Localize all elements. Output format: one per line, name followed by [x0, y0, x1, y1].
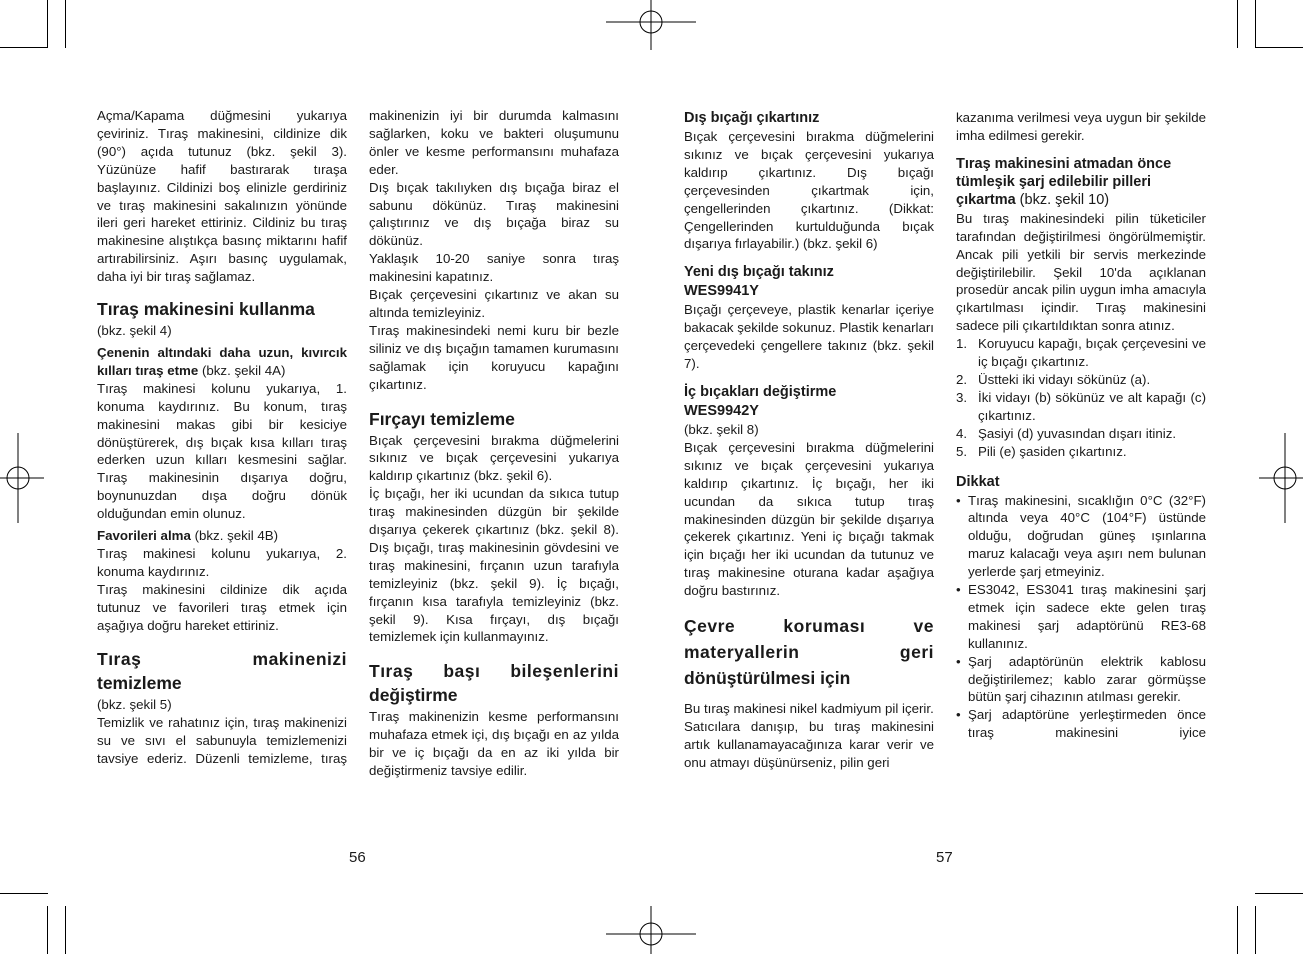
step-number: 4.	[956, 425, 968, 441]
heading-cevre-line1: Çevre koruması ve	[684, 616, 934, 637]
page56-column1	[97, 107, 347, 768]
bullet-text: Tıraş makinesini, sıcaklığın 0°C (32°F) altında veya 40°C (104°F) üstünde olduğu, doğrudan güneş ışınlarına maruz kalacağı veya aşırı nem bulunan yerlerde şarj etmeyiniz.	[968, 492, 1206, 580]
heading-temizleme-line1: Tıraş makinenizi	[97, 649, 347, 670]
cevre-text-2: Satıcılara danışıp, bu tıraş makinesini artık kullanamayacağınıza karar verir ve onu atmayı düşünürseniz, pilin geri	[684, 718, 934, 770]
dis-bicak-text: Bıçak çerçevesini bırakma düğmelerini sıkınız ve bıçak çerçevesini yukarıya kaldırıp çıkartınız. Dış bıçağı çerçevesinden çıkartmak için, çengellerinden çıkartınız. (Dikkat: Çengellerinden kurtulduğunda bıçak dışarıya fırlayabilir.) (bkz. şekil 6)	[684, 129, 934, 252]
cont-text-5: Tıraş makinesindeki nemi kuru bir bezle siliniz ve dış bıçağın tamamen kurumasını sağlamak için koruyucu kapağını çıkartınız.	[369, 322, 619, 392]
step-number: 1.	[956, 336, 968, 352]
heading-dis-bicak: Dış bıçağı çıkartınız	[684, 110, 820, 126]
cont-text-3: Yaklaşık 10-20 saniye sonra tıraş makinesini kapatınız.	[369, 251, 619, 285]
fav-text-2: Tıraş makinesini cildinize dik açıda tutunuz ve favorileri tıraş etmek için aşağıya doğru hareket ettiriniz.	[97, 581, 347, 633]
list-item	[956, 389, 1206, 425]
heading-bilesen-line1: Tıraş başı bileşenlerini	[369, 661, 619, 682]
temizleme-text: Temizlik ve rahatınız için, tıraş makinenizi su ve sıvı el sabunuyla temizlemenizi tavsiye ederiz. Düzenli temizleme, tıraş	[97, 715, 347, 767]
atmadan-text: Bu tıraş makinesindeki pilin tüketiciler tarafından değiştirilmesi öngörülmemiştir. Ancak pili yetkili bir servis merkezinde değiştirilebilir. Şekil 10'da açıklanan prosedür ancak pilin uygun imha amacıyla çıkartılması içindir. Tıraş makinesini sadece pili çıkartıldıktan sonra atınız.	[956, 210, 1206, 334]
fav-section	[97, 527, 347, 545]
bullet-icon: •	[956, 653, 961, 669]
cont-text-2: Dış bıçak takılıyken dış bıçağa biraz el sabunu dökünüz. Tıraş makinesini çalıştırınız ve dış bıçağa biraz su dökünüz.	[369, 179, 619, 249]
cont-text-4: Bıçak çerçevesini çıkartınız ve akan su altında temizleyiniz.	[369, 287, 619, 320]
fav-text-1: Tıraş makinesi kolunu yukarıya, 2. konuma kaydırınız.	[97, 545, 347, 579]
heading-bilesen-line2: değiştirme	[369, 685, 458, 706]
heading-cevre-line3: dönüştürülmesi için	[684, 668, 851, 689]
crop-mark	[0, 47, 48, 48]
heading-fircayi: Fırçayı temizleme	[369, 408, 515, 429]
chin-text: Tıraş makinesi kolunu yukarıya, 1. konuma kaydırınız. Bu konum, tıraş makinesini makas gibi bir kesiciye dönüştürerek, dış bıçak kısa kılları tıraş ederken uzun kılları kesmesini sağlar. Tıraş makinesinin dışarıya doğru, boynunuzdan dışa doğru dönük olduğundan emin olunuz.	[97, 380, 347, 522]
step-text: Şasiyi (d) yuvasından dışarı itiniz.	[978, 425, 1177, 441]
page57-column2	[956, 109, 1206, 742]
list-item	[956, 706, 1206, 742]
page57-column1	[684, 109, 934, 772]
crop-mark	[1255, 47, 1303, 48]
step-text: Pili (e) şasiden çıkartınız.	[978, 443, 1127, 459]
list-item	[956, 443, 1206, 461]
heading-temizleme-line2: temizleme	[97, 673, 182, 694]
heading-yeni-line2: WES9941Y	[684, 283, 759, 300]
registration-mark-right	[1259, 433, 1303, 523]
chin-ref: (bkz. şekil 4A)	[198, 362, 286, 378]
ref-temizleme: (bkz. şekil 5)	[97, 697, 172, 713]
crop-mark	[1255, 0, 1256, 48]
crop-mark	[0, 893, 48, 894]
fav-ref: (bkz. şekil 4B)	[190, 528, 279, 544]
bullet-text: ES3042, ES3041 tıraş makinesini şarj etmek için sadece ekte gelen tıraş makinesi şarj adaptörünü RE3-68 kullanınız.	[968, 582, 1206, 651]
cont-text: kazanıma verilmesi veya uygun bir şekilde imha edilmesi gerekir.	[956, 110, 1206, 143]
crop-mark	[1237, 906, 1238, 954]
ic-ref: (bkz. şekil 8)	[684, 421, 759, 437]
list-item	[956, 653, 1206, 707]
page-number-right: 57	[936, 849, 953, 866]
cevre-text-1: Bu tıraş makinesi nikel kadmiyum pil içerir.	[684, 701, 934, 717]
intro-paragraph: Açma/Kapama düğmesini yukarıya çeviriniz. Tıraş makinesini, cildinize dik (90°) açıda tutunuz (bkz. şekil 3). Yüzünüze hafif bastırarak tıraşa başlayınız. Cildinizi boş elinizle gerdiriniz ve tıraş makinesini sakalınızın yönünde ileri geri hareket ettiriniz. Cildiniz bu tıraş makinesine alıştıkça basınç miktarını hafif artırabilirsiniz. Aşırı basınç uygulamak, daha iyi bir tıraş sağlamaz.	[97, 108, 347, 285]
chin-lead: Çenenin altındaki daha uzun, kıvırcık kılları tıraş etme	[97, 344, 347, 378]
bilesen-text: Tıraş makinenizin kesme performansını muhafaza etmek içi, dış bıçağı en az yılda bir ve iç bıçağı da en az iki yılda bir değiştirmeniz tavsiye edilir.	[369, 709, 619, 779]
ref-kullanma: (bkz. şekil 4)	[97, 323, 172, 339]
crop-mark	[47, 0, 48, 48]
bullet-icon: •	[956, 582, 961, 598]
step-number: 2.	[956, 371, 968, 387]
heading-atmadan-ref: (bkz. şekil 10)	[1015, 191, 1110, 208]
fircayi-text-2: İç bıçağı, her iki ucundan da sıkıca tutup tıraş makinesinden düzgün bir şekilde dışarıya çekerek çıkartınız (bkz. şekil 8). Dış bıçağı, tıraş makinesinin gövdesini ve tıraş makinesini, fırçanın uzun tarafıyla temizleyiniz (bkz. şekil 9). İç bıçağı, fırçanın kısa tarafıyla temizleyiniz (bkz. şekil 9). Kısa fırçayı, dış bıçağı temizlemek için kullanmayınız.	[369, 486, 619, 645]
step-text: Koruyucu kapağı, bıçak çerçevesini ve iç bıçağı çıkartınız.	[978, 336, 1206, 370]
crop-mark	[1237, 0, 1238, 48]
list-item	[956, 425, 1206, 443]
crop-mark	[47, 906, 48, 954]
bullet-icon: •	[956, 492, 961, 508]
page56-column2	[369, 107, 619, 780]
crop-mark	[1255, 893, 1303, 894]
heading-ic-line1: İç bıçakları değiştirme	[684, 383, 837, 400]
list-item	[956, 492, 1206, 582]
heading-ic-line2: WES9942Y	[684, 402, 759, 419]
registration-mark-left	[0, 433, 44, 523]
list-item	[956, 581, 1206, 653]
registration-mark-bottom	[606, 906, 696, 954]
caution-list	[956, 492, 1206, 743]
steps-list	[956, 335, 1206, 460]
fav-lead: Favorileri alma	[97, 528, 191, 544]
list-item	[956, 335, 1206, 371]
list-item	[956, 371, 1206, 389]
yeni-text: Bıçağı çerçeveye, plastik kenarlar içeriye bakacak şekilde sokunuz. Plastik kenarları çerçevedeki çengellere takınız (bkz. şekil 7).	[684, 302, 934, 372]
chin-section	[97, 344, 347, 380]
heading-dikkat: Dikkat	[956, 473, 1000, 490]
bullet-icon: •	[956, 707, 961, 723]
bullet-text: Şarj adaptörüne yerleştirmeden önce tıraş makinesini iyice	[968, 707, 1206, 741]
ic-text: Bıçak çerçevesini bırakma düğmelerini sıkınız ve bıçak çerçevesini yukarıya kaldırıp çıkartınız. İç bıçağı, her iki ucundan da sıkıca tutup tıraş makinesinden düzgün bir şekilde dışarıya çekerek çıkartınız. Yeni iç bıçağı takmak için bıçağı her iki ucundan da tutunuz ve tıraş makinesine oturana kadar aşağıya doğru bastırınız.	[684, 439, 934, 599]
heading-atmadan-text: Tıraş makinesini atmadan önce tümleşik şarj edilebilir pilleri çıkartma	[956, 155, 1172, 208]
step-number: 3.	[956, 389, 968, 405]
cont-text-1: makinenizin iyi bir durumda kalmasını sağlarken, koku ve bakteri oluşumunu önler ve kesme performansını muhafaza eder.	[369, 108, 619, 177]
registration-mark-top	[606, 0, 696, 50]
heading-atmadan	[956, 155, 1206, 209]
heading-kullanma: Tıraş makinesini kullanma	[97, 299, 315, 320]
heading-cevre-line2: materyallerin geri	[684, 642, 934, 663]
heading-yeni-line1: Yeni dış bıçağı takınız	[684, 264, 834, 281]
step-number: 5.	[956, 443, 968, 459]
step-text: İki vidayı (b) sökünüz ve alt kapağı (c) çıkartınız.	[978, 389, 1206, 423]
step-text: Üstteki iki vidayı sökünüz (a).	[978, 371, 1151, 387]
bullet-text: Şarj adaptörünün elektrik kablosu değiştirilemez; kablo zarar görmüşse bütün şarj cihazının atılması gerekir.	[968, 653, 1206, 705]
crop-mark	[65, 906, 66, 954]
crop-mark	[65, 0, 66, 48]
fircayi-text-1: Bıçak çerçevesini bırakma düğmelerini sıkınız ve bıçak çerçevesini yukarıya kaldırıp çıkartınız (bkz. şekil 6).	[369, 432, 619, 484]
page-number-left: 56	[349, 849, 366, 866]
crop-mark	[1255, 906, 1256, 954]
